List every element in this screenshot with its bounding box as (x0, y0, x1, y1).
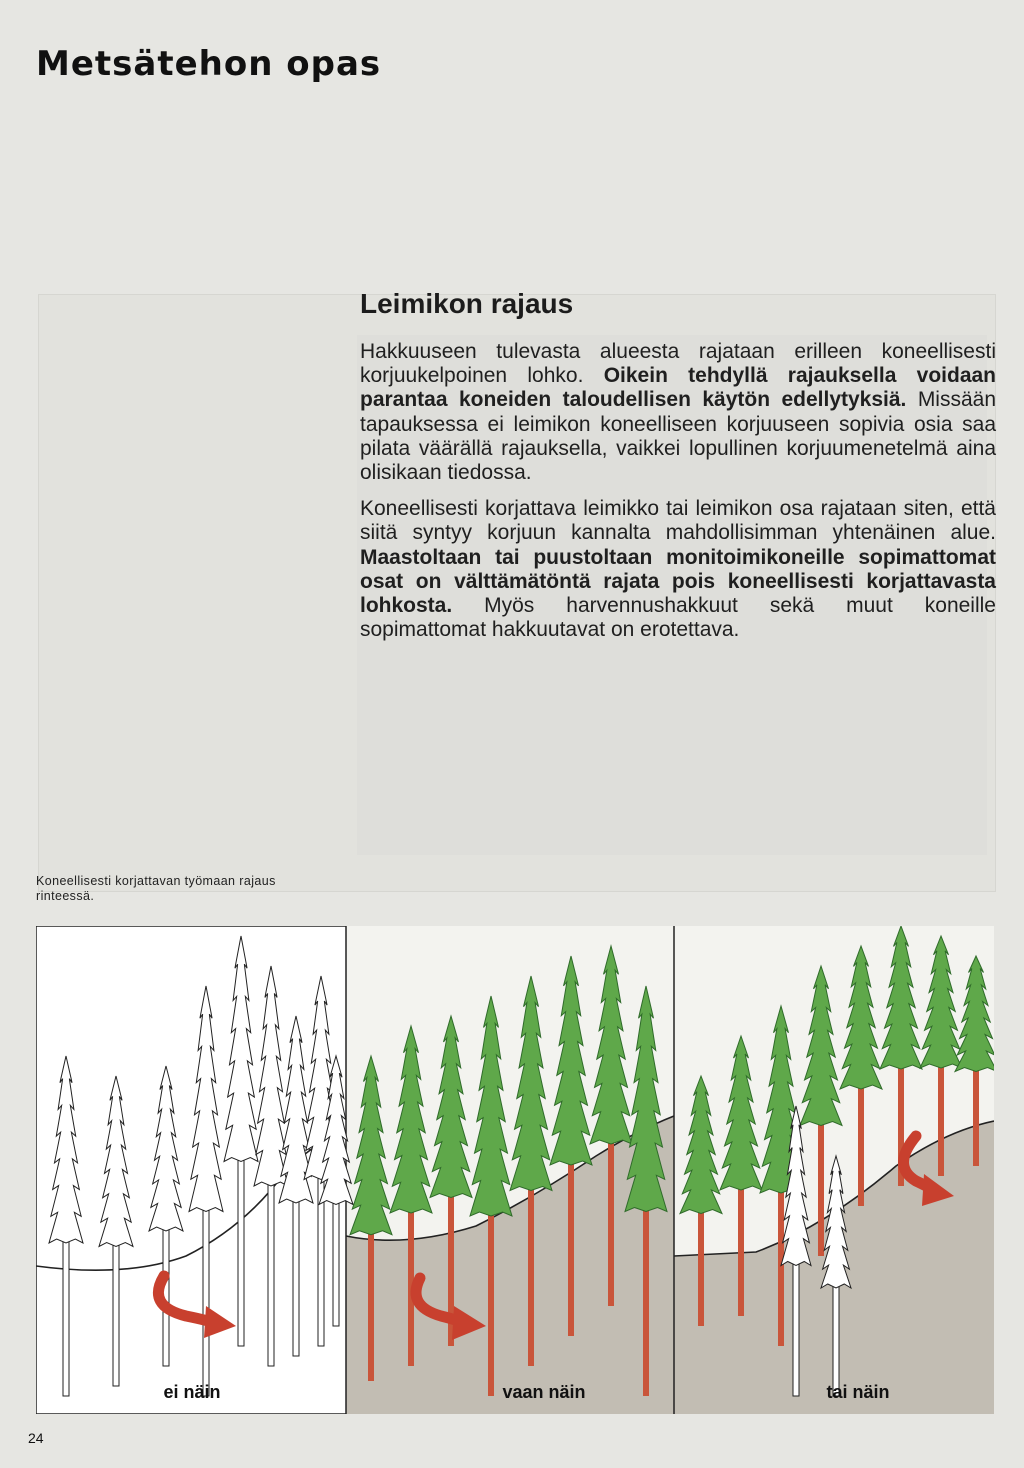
body-text (360, 340, 996, 654)
panel-label-2: vaan näin (502, 1382, 586, 1402)
panel-label-1: ei näin (163, 1382, 221, 1402)
page-number: 24 (28, 1430, 44, 1446)
panel-label-3: tai näin (826, 1382, 890, 1402)
paragraph-2: Koneellisesti korjattava leimikko tai leimikon osa rajataan siten, että siitä syntyy korjuun kannalta mahdollisimman yhtenäinen alue. Maastoltaan tai puustoltaan monitoimikoneille sopimattomat osat on välttämätöntä rajata pois koneellisesti korjattavasta lohkosta. Myös harvennushakkuut sekä muut koneille sopimattomat hakkuutavat on erotettava. (360, 497, 996, 642)
paragraph-1: Hakkuuseen tulevasta alueesta rajataan erilleen koneellisesti korjuukelpoinen lohko. Oikein tehdyllä rajauksella voidaan parantaa koneiden taloudellisen käytön edellytyksiä. Missään tapauksessa ei leimikon koneelliseen korjuuseen sopivia osia saa pilata väärällä rajauksella, vaikkei lopullinen korjuumenetelmä aina olisikaan tiedossa. (360, 340, 997, 485)
publication-header: Metsätehon opas (36, 44, 382, 84)
section-title: Leimikon rajaus (360, 288, 574, 319)
figure-caption: Koneellisesti korjattavan työmaan rajaus rinteessä. (36, 874, 276, 903)
illustration-drawing (36, 926, 994, 1414)
illustration (36, 926, 994, 1414)
